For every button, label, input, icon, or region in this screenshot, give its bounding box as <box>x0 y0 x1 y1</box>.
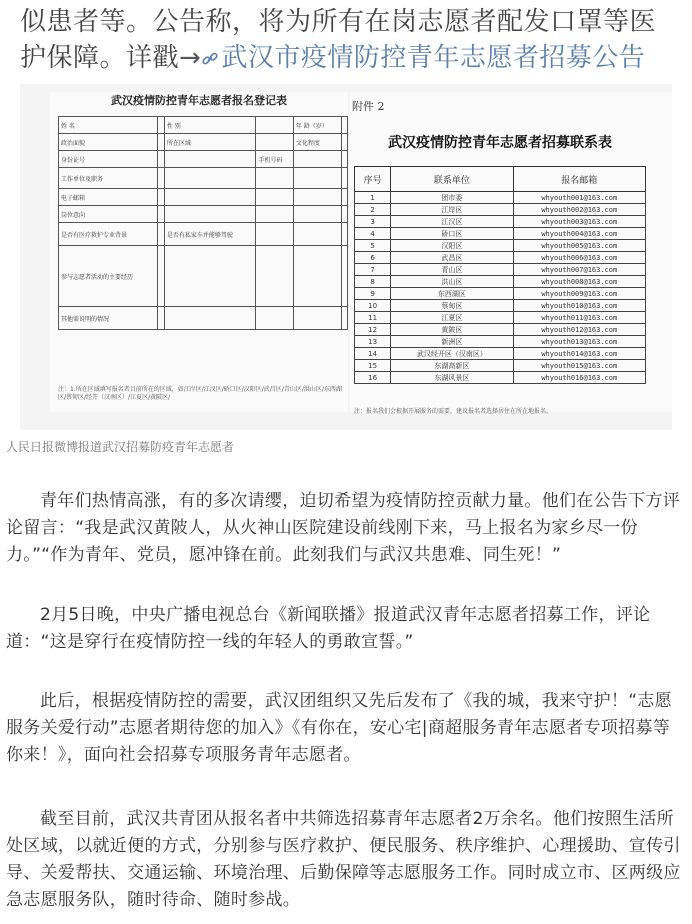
contact-index: 14 <box>355 348 391 360</box>
form-cell <box>164 206 256 223</box>
contact-list-row <box>355 360 646 372</box>
contact-list-note: 注：报名我们会根据开展服务的需要，建议报名者选择居住在所在地报名。 <box>354 408 553 415</box>
contact-unit: 蔡甸区 <box>391 300 513 312</box>
form-cell <box>164 307 256 330</box>
contact-list-row <box>355 276 646 288</box>
contact-email: whyouth010@163.com <box>513 300 645 312</box>
form-cell <box>256 189 293 206</box>
form-cell: 政治面貌 <box>59 134 158 151</box>
form-cell <box>341 223 347 246</box>
form-cell: 身份证号 <box>59 151 158 168</box>
form-cell <box>293 168 341 189</box>
intro-line-1: 似患者等。公告称，将为所有在岗志愿者配发口罩等医 <box>20 7 657 37</box>
contact-list-row <box>355 288 646 300</box>
contact-index: 3 <box>355 216 391 228</box>
form-cell: 是否有医疗救护专业背景 <box>59 223 158 246</box>
form-row <box>59 246 348 307</box>
contact-email: whyouth006@163.com <box>513 252 645 264</box>
form-cell <box>293 151 341 168</box>
contact-index: 12 <box>355 324 391 336</box>
contact-list-row <box>355 336 646 348</box>
contact-list-table <box>354 166 646 384</box>
contact-list-row <box>355 264 646 276</box>
contact-email: whyouth003@163.com <box>513 216 645 228</box>
contact-email: whyouth011@163.com <box>513 312 645 324</box>
contact-email: whyouth005@163.com <box>513 240 645 252</box>
form-cell: 电子邮箱 <box>59 189 158 206</box>
form-cell: 工作单位及职务 <box>59 168 158 189</box>
contact-email: whyouth008@163.com <box>513 276 645 288</box>
contact-list-row <box>355 228 646 240</box>
contact-email: whyouth014@163.com <box>513 348 645 360</box>
contact-email: whyouth009@163.com <box>513 288 645 300</box>
contact-index: 6 <box>355 252 391 264</box>
contact-list-header: 联系单位 <box>391 167 513 192</box>
form-cell <box>341 168 347 189</box>
form-cell: 文化程度 <box>293 134 341 151</box>
form-note: 注：1.所在区域填写报名者目前所在的区域，如江岸区/江汉区/硚口区/汉阳区/武昌区/青山区/洪山区/东西湖区/蔡甸区/经开（汉南区）/江夏区/黄陂区/ <box>58 386 342 401</box>
form-cell <box>341 206 347 223</box>
form-cell: 手机号码 <box>256 151 293 168</box>
contact-unit: 江汉区 <box>391 216 513 228</box>
form-cell <box>256 168 293 189</box>
contact-unit: 青山区 <box>391 264 513 276</box>
contact-index: 13 <box>355 336 391 348</box>
form-cell: 参与志愿者活动的主要经历 <box>59 246 158 307</box>
contact-list-row <box>355 348 646 360</box>
form-cell <box>256 206 293 223</box>
contact-email: whyouth001@163.com <box>513 192 645 204</box>
contact-unit: 江岸区 <box>391 204 513 216</box>
contact-list-row <box>355 312 646 324</box>
form-row <box>59 168 348 189</box>
image-caption: 人民日报微博报道武汉招募防疫青年志愿者 <box>6 440 235 454</box>
paragraph-2: 2月5日晚，中央广播电视总台《新闻联播》报道武汉青年志愿者招募工作，评论道：“这是穿行在疫情防控一线的年轻人的勇敢宣誓。” <box>6 605 651 652</box>
paragraph-3: 此后，根据疫情防控的需要，武汉团组织又先后发布了《我的城，我来守护！“志愿服务关爱行动”志愿者期待您的加入》《有你在，安心宅|商超服务青年志愿者专项招募等你来！》，面向社会招募专项服务青年志愿者。 <box>6 691 672 765</box>
form-cell <box>256 307 293 330</box>
form-cell <box>341 117 347 134</box>
contact-list-row <box>355 252 646 264</box>
contact-unit: 武昌区 <box>391 252 513 264</box>
form-cell: 岗位意向 <box>59 206 158 223</box>
contact-index: 4 <box>355 228 391 240</box>
registration-form-table <box>58 116 348 330</box>
link-icon <box>201 50 219 68</box>
form-row <box>59 134 348 151</box>
form-cell <box>293 246 341 307</box>
contact-list-row <box>355 204 646 216</box>
intro-line-2-prefix: 护保障。详戳 <box>20 43 180 73</box>
form-row <box>59 151 348 168</box>
form-row <box>59 307 348 330</box>
contact-list-header: 报名邮箱 <box>513 167 645 192</box>
contact-unit: 汉阳区 <box>391 240 513 252</box>
form-cell: 年 龄（岁） <box>293 117 341 134</box>
intro-line-2 <box>20 40 680 76</box>
form-title: 武汉疫情防控青年志愿者报名登记表 <box>111 94 287 107</box>
form-cell <box>256 246 293 307</box>
contact-index: 15 <box>355 360 391 372</box>
contact-list-row <box>355 240 646 252</box>
arrow-icon: → <box>179 43 202 73</box>
form-row <box>59 223 348 246</box>
contact-index: 1 <box>355 192 391 204</box>
contact-unit: 黄陂区 <box>391 324 513 336</box>
contact-index: 5 <box>355 240 391 252</box>
form-row <box>59 206 348 223</box>
announcement-link-text: 武汉市疫情防控青年志愿者招募公告 <box>221 43 646 73</box>
contact-unit: 东西湖区 <box>391 288 513 300</box>
contact-list-row <box>355 192 646 204</box>
contact-unit: 武汉经开区（汉南区） <box>391 348 513 360</box>
contact-email: whyouth004@163.com <box>513 228 645 240</box>
form-row <box>59 189 348 206</box>
contact-list-row <box>355 324 646 336</box>
form-cell: 姓 名 <box>59 117 158 134</box>
contact-index: 2 <box>355 204 391 216</box>
form-cell <box>341 151 347 168</box>
form-cell: 所在区域 <box>164 134 256 151</box>
form-cell <box>293 307 341 330</box>
contact-list-image <box>350 92 672 415</box>
contact-index: 10 <box>355 300 391 312</box>
form-cell <box>164 246 256 307</box>
form-cell <box>164 151 256 168</box>
form-cell <box>256 117 293 134</box>
paragraph-4: 截至目前，武汉共青团从报名者中共筛选招募青年志愿者2万余名。他们按照生活所处区域，以就近便的方式，分别参与医疗救护、便民服务、秩序维护、心理援助、宣传引导、关爱帮扶、交通运输、环境治理、后勤保障等志愿服务工作。同时成立市、区两级应急志愿服务队，随时待命、随时参战。 <box>6 809 681 910</box>
contact-list-title: 武汉疫情防控青年志愿者招募联系表 <box>388 135 612 151</box>
contact-index: 8 <box>355 276 391 288</box>
contact-index: 16 <box>355 372 391 384</box>
contact-list-row <box>355 216 646 228</box>
contact-unit: 团市委 <box>391 192 513 204</box>
contact-index: 9 <box>355 288 391 300</box>
form-cell <box>341 307 347 330</box>
contact-email: whyouth013@163.com <box>513 336 645 348</box>
form-cell <box>341 189 347 206</box>
form-row <box>59 117 348 134</box>
contact-index: 7 <box>355 264 391 276</box>
paragraph-1: 青年们热情高涨，有的多次请缨，迫切希望为疫情防控贡献力量。他们在公告下方评论留言：“我是武汉黄陂人，从火神山医院建设前线刚下来，马上报名为家乡尽一份力。”“作为青年、党员，愿冲锋在前。此刻我们与武汉共患难、同生死！” <box>6 491 681 565</box>
form-cell: 性 别 <box>164 117 256 134</box>
form-cell <box>293 223 341 246</box>
attachment-label: 附件 2 <box>352 100 385 113</box>
contact-email: whyouth016@163.com <box>513 372 645 384</box>
contact-list-row <box>355 372 646 384</box>
contact-email: whyouth015@163.com <box>513 360 645 372</box>
contact-unit: 硚口区 <box>391 228 513 240</box>
contact-email: whyouth002@163.com <box>513 204 645 216</box>
form-cell <box>164 189 256 206</box>
contact-email: whyouth012@163.com <box>513 324 645 336</box>
form-cell <box>293 189 341 206</box>
contact-list-row <box>355 300 646 312</box>
article-image <box>20 84 672 430</box>
contact-index: 11 <box>355 312 391 324</box>
contact-unit: 江夏区 <box>391 312 513 324</box>
form-cell <box>341 134 347 151</box>
registration-form-image <box>50 92 348 412</box>
form-cell <box>164 168 256 189</box>
contact-list-header: 序号 <box>355 167 391 192</box>
form-cell <box>341 246 347 307</box>
form-cell <box>256 223 293 246</box>
contact-unit: 新洲区 <box>391 336 513 348</box>
form-cell: 其他需说明的情况 <box>59 307 158 330</box>
form-cell <box>256 134 293 151</box>
form-cell: 是否有私家车并能够驾驶 <box>164 223 256 246</box>
form-cell <box>293 206 341 223</box>
contact-unit: 洪山区 <box>391 276 513 288</box>
intro-text <box>20 4 680 76</box>
announcement-link[interactable] <box>201 43 645 73</box>
contact-unit: 东湖风景区 <box>391 372 513 384</box>
contact-email: whyouth007@163.com <box>513 264 645 276</box>
contact-unit: 东湖高新区 <box>391 360 513 372</box>
